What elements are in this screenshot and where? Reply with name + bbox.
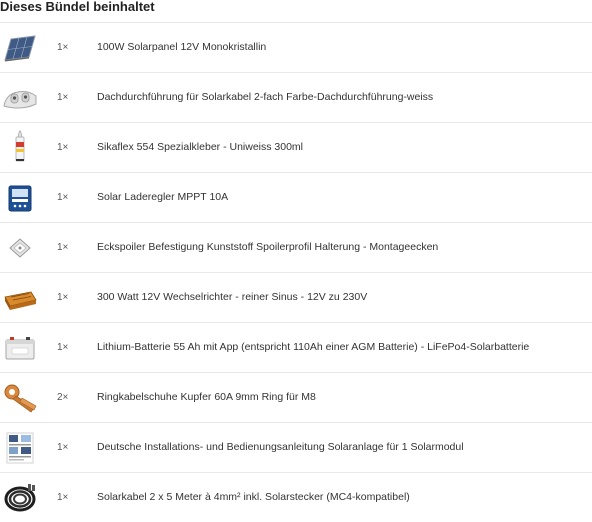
charge-controller-icon[interactable] (2, 180, 38, 216)
roof-cable-entry-icon[interactable] (2, 80, 38, 116)
item-name[interactable]: Lithium-Batterie 55 Ah mit App (entspricht 110Ah einer AGM Batterie) - LiFePo4-Solarbatterie (97, 341, 530, 353)
list-item (0, 472, 592, 522)
item-name[interactable]: 100W Solarpanel 12V Monokristallin (97, 41, 267, 53)
item-quantity: 1× (57, 142, 69, 153)
battery-icon[interactable] (2, 330, 38, 366)
mounting-corner-icon[interactable] (2, 230, 38, 266)
item-quantity: 1× (57, 42, 69, 53)
item-name[interactable]: Solarkabel 2 x 5 Meter à 4mm² inkl. Solarstecker (MC4-kompatibel) (97, 491, 410, 503)
item-quantity: 2× (57, 392, 69, 403)
ring-cable-lug-icon[interactable] (2, 380, 38, 416)
list-item (0, 322, 592, 372)
cable-coil-icon[interactable] (2, 480, 38, 516)
list-item (0, 72, 592, 122)
item-quantity: 1× (57, 192, 69, 203)
item-quantity: 1× (57, 442, 69, 453)
bundle-item-list (0, 22, 592, 522)
item-quantity: 1× (57, 342, 69, 353)
item-name[interactable]: 300 Watt 12V Wechselrichter - reiner Sinus - 12V zu 230V (97, 291, 368, 303)
inverter-icon[interactable] (2, 280, 38, 316)
adhesive-cartridge-icon[interactable] (2, 130, 38, 166)
manual-icon[interactable] (2, 430, 38, 466)
bundle-heading: Dieses Bündel beinhaltet (0, 0, 155, 14)
item-quantity: 1× (57, 242, 69, 253)
list-item (0, 222, 592, 272)
item-name[interactable]: Dachdurchführung für Solarkabel 2-fach Farbe-Dachdurchführung-weiss (97, 91, 434, 103)
list-item (0, 272, 592, 322)
list-item (0, 172, 592, 222)
item-name[interactable]: Ringkabelschuhe Kupfer 60A 9mm Ring für M8 (97, 391, 316, 403)
item-quantity: 1× (57, 492, 69, 503)
item-quantity: 1× (57, 92, 69, 103)
list-item (0, 422, 592, 472)
item-quantity: 1× (57, 292, 69, 303)
list-item (0, 122, 592, 172)
item-name[interactable]: Deutsche Installations- und Bedienungsanleitung Solaranlage für 1 Solarmodul (97, 441, 464, 453)
list-item (0, 372, 592, 422)
list-item (0, 22, 592, 72)
solar-panel-icon[interactable] (2, 30, 38, 66)
item-name[interactable]: Sikaflex 554 Spezialkleber - Uniweiss 300ml (97, 141, 304, 153)
item-name[interactable]: Solar Laderegler MPPT 10A (97, 191, 229, 203)
item-name[interactable]: Eckspoiler Befestigung Kunststoff Spoilerprofil Halterung - Montageecken (97, 241, 439, 253)
